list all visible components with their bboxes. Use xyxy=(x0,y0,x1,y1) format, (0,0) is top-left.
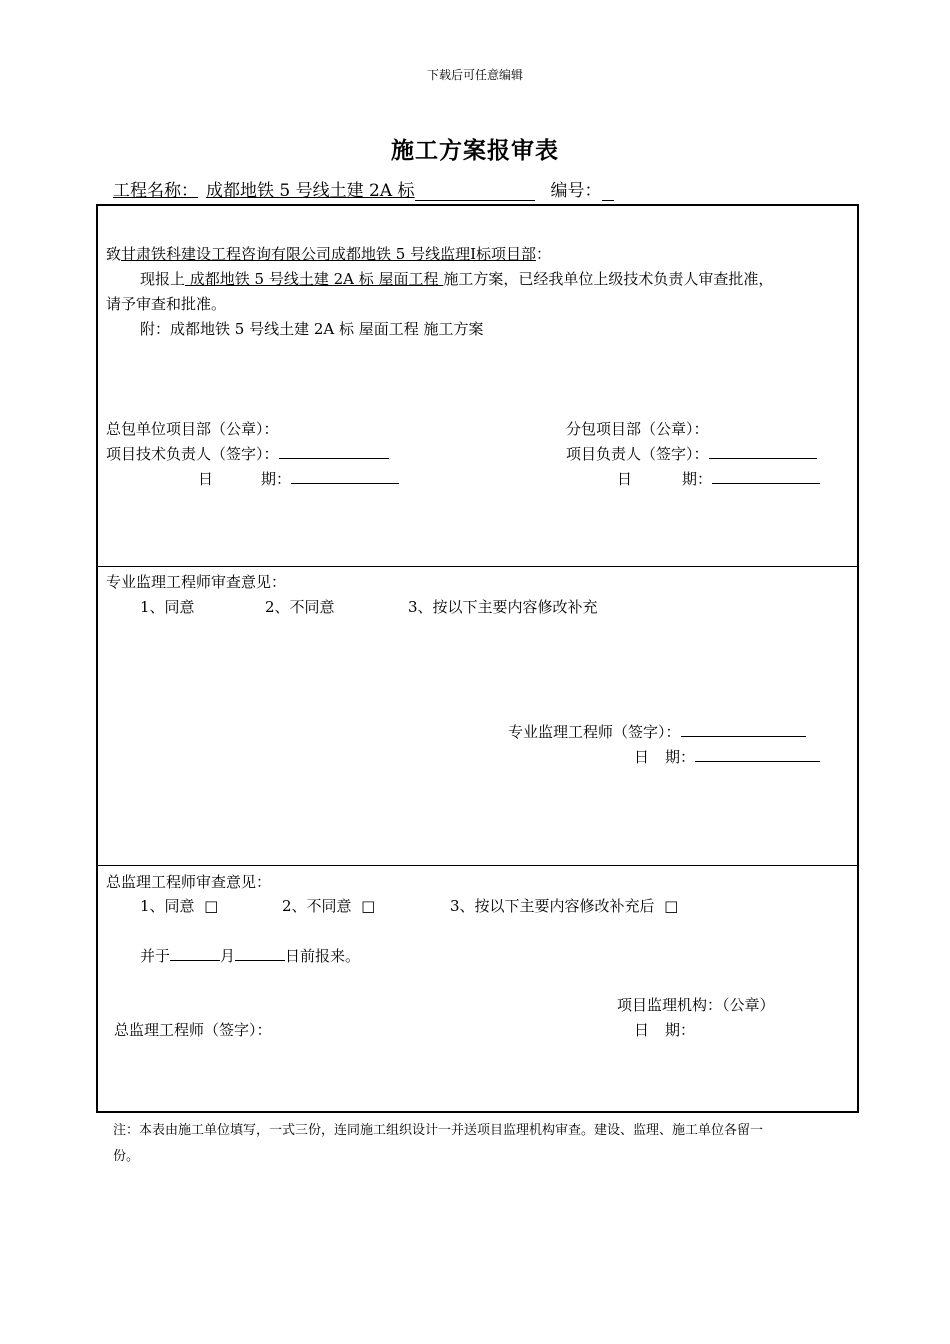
header-note: 下载后可任意编辑 xyxy=(426,68,523,82)
submission-line-1: 现报上 成都地铁 5 号线土建 2A 标 屋面工程 施工方案，已经我单位上级技术负责人审查批准， xyxy=(140,270,774,288)
chief-sign-line: 总监理工程师（签字）： xyxy=(114,1021,272,1039)
chief-option-agree[interactable]: 1、同意 □ xyxy=(140,897,219,915)
left-date-blank[interactable] xyxy=(291,469,399,484)
project-name-blank[interactable] xyxy=(415,182,535,201)
section-divider-1 xyxy=(96,566,859,567)
footnote-line-1: 注：本表由施工单位填写，一式三份，连同施工组织设计一并送项目监理机构审查。建设、监理、施工单位各留一 xyxy=(113,1123,764,1138)
specialist-date-blank[interactable] xyxy=(695,747,820,762)
addressee-line: 致甘肃铁科建设工程咨询有限公司成都地铁 5 号线监理Ⅰ标项目部： xyxy=(106,245,552,263)
number-blank[interactable] xyxy=(602,182,614,201)
submission-subject: 成都地铁 5 号线土建 2A 标 屋面工程 xyxy=(185,270,444,288)
supervision-org-seal: 项目监理机构：（公章） xyxy=(617,996,775,1014)
right-date-blank[interactable] xyxy=(712,469,820,484)
checkbox-icon[interactable]: □ xyxy=(664,897,679,915)
submission-line-2: 请予审查和批准。 xyxy=(106,295,227,313)
form-title: 施工方案报审表 xyxy=(391,137,559,164)
checkbox-icon[interactable]: □ xyxy=(204,897,219,915)
subcontractor-seal: 分包项目部（公章）： xyxy=(566,420,709,438)
chief-option-revise[interactable]: 3、按以下主要内容修改补充后 □ xyxy=(450,897,679,915)
chief-option-disagree[interactable]: 2、不同意 □ xyxy=(282,897,376,915)
specialist-option-agree[interactable]: 1、同意 xyxy=(140,598,195,616)
chief-opinion-heading: 总监理工程师审查意见： xyxy=(106,873,272,891)
checkbox-icon[interactable]: □ xyxy=(361,897,376,915)
right-date-line: 日 期： xyxy=(617,468,820,489)
project-line xyxy=(113,176,614,201)
left-date-line: 日 期： xyxy=(198,468,399,489)
day-blank[interactable] xyxy=(235,946,285,961)
deadline-line: 并于 月 日前报来。 xyxy=(140,947,361,965)
project-name: 成都地铁 5 号线土建 2A 标 xyxy=(206,181,415,201)
project-lead-sign-line: 项目负责人（签字）： xyxy=(566,443,817,464)
tech-lead-sign-blank[interactable] xyxy=(279,444,389,459)
month-blank[interactable] xyxy=(170,946,220,961)
specialist-option-revise[interactable]: 3、按以下主要内容修改补充 xyxy=(408,598,598,616)
specialist-sign-blank[interactable] xyxy=(681,722,806,737)
number-label: 编号： xyxy=(550,181,602,201)
project-lead-sign-blank[interactable] xyxy=(709,444,817,459)
form-frame xyxy=(96,204,859,1113)
footnote-line-2: 份。 xyxy=(113,1149,140,1164)
specialist-date-line: 日 期： xyxy=(634,746,820,767)
project-name-label: 工程名称： xyxy=(113,181,198,201)
attachment-line: 附：成都地铁 5 号线土建 2A 标 屋面工程 施工方案 xyxy=(140,320,484,338)
general-contractor-seal: 总包单位项目部（公章）： xyxy=(106,420,279,438)
specialist-option-disagree[interactable]: 2、不同意 xyxy=(265,598,335,616)
chief-date-line: 日 期： xyxy=(634,1021,696,1039)
section-divider-2 xyxy=(96,865,859,866)
specialist-sign-line: 专业监理工程师（签字）： xyxy=(508,721,806,742)
specialist-opinion-heading: 专业监理工程师审查意见： xyxy=(106,573,287,591)
addressee: 甘肃铁科建设工程咨询有限公司成都地铁 5 号线监理Ⅰ标项目部 xyxy=(121,245,537,263)
tech-lead-sign-line: 项目技术负责人（签字）： xyxy=(106,443,389,464)
